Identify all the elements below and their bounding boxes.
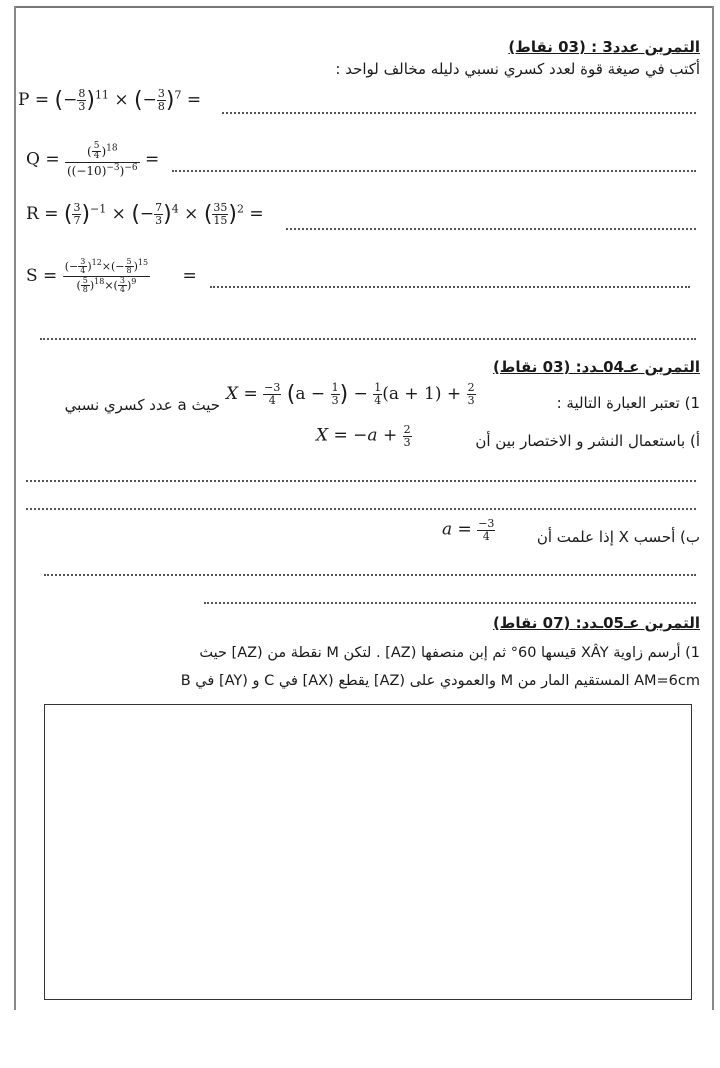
answer-line-R[interactable] <box>286 228 696 230</box>
page-border-right <box>712 6 714 1010</box>
exercise4-title: التمرين عـ04ـدد: (03 نقاط) <box>492 358 700 376</box>
answer-line-4b-1[interactable] <box>44 574 696 576</box>
answer-line-S-2[interactable] <box>40 338 696 340</box>
exercise5-title: التمرين عـ05ـدد: (07 نقاط) <box>492 614 700 632</box>
exercise3-title: التمرين عدد3 : (03 نقاط) <box>508 38 700 56</box>
S-label: S = <box>26 265 58 286</box>
Q-label: Q = <box>26 149 60 170</box>
exercise5-line1: 1) أرسم زاوية XÂY قيسها 60° ثم إبن منصفها (AZ] . لتكن M نقطة من (AZ] حيث <box>199 645 700 661</box>
exercise4-q1-tail: حيث a عدد كسري نسبي <box>64 396 220 414</box>
answer-line-4b-2[interactable] <box>204 602 696 604</box>
expression-P: P = (− $\frac{8}{3}$ )$^{11}$ × (− $\frac{3}{8}$ )$^7$ = <box>18 87 202 113</box>
expression-S: S = (− $\frac{3}{4}$ )$^{12}$×(− $\frac{5}{8}$ )$^{15}$ ( $\frac{5}{8}$ )$^{18}$×( $\frac{3}{4}$ )$^9$ = <box>26 257 197 295</box>
exercise5-line2: AM=6cm المستقيم المار من M والعمودي على (AZ] يقطع (AX] في C و (AY] في B <box>180 673 700 689</box>
answer-line-Q[interactable] <box>172 170 696 172</box>
answer-line-4a-2[interactable] <box>26 508 696 510</box>
answer-line-4a-1[interactable] <box>26 480 696 482</box>
drawing-box[interactable] <box>44 704 692 1000</box>
R-label: R = <box>26 204 59 224</box>
exercise3-instruction: أكتب في صيغة قوة لعدد كسري نسبي دليله مخالف لواحد : <box>335 60 700 78</box>
exercise4-q1-intro: 1) تعتبر العبارة التالية : <box>556 394 700 412</box>
exercise4-question-a: أ) باستعمال النشر و الاختصار بين أن <box>475 432 700 450</box>
exercise4-question-b: ب) أحسب X إذا علمت أن <box>536 528 700 546</box>
expression-R: R = ( $\frac{3}{7}$ )$^{-1}$ × (− $\frac{7}{3}$ )$^4$ × ( $\frac{35}{15}$ )$^2$ = <box>26 201 264 227</box>
answer-line-P[interactable] <box>222 112 696 114</box>
expression-X-target: X = −a + $\frac{2}{3}$ <box>316 423 411 449</box>
answer-line-S[interactable] <box>210 286 690 288</box>
expression-X: X = $\frac{-3}{4}$ (a − $\frac{1}{3}$ ) − $\frac{1}{4}$ (a + 1) + $\frac{2}{3}$ <box>226 381 475 407</box>
P-label: P = <box>18 90 50 110</box>
expression-Q: Q = ( $\frac{5}{4}$ )$^{18}$ $((-10)^{-3})^{-6}$ = <box>26 141 160 178</box>
page-border-left <box>14 6 16 1010</box>
expression-a-value: a = $\frac{-3}{4}$ <box>442 517 495 543</box>
page-border-top <box>14 6 714 8</box>
